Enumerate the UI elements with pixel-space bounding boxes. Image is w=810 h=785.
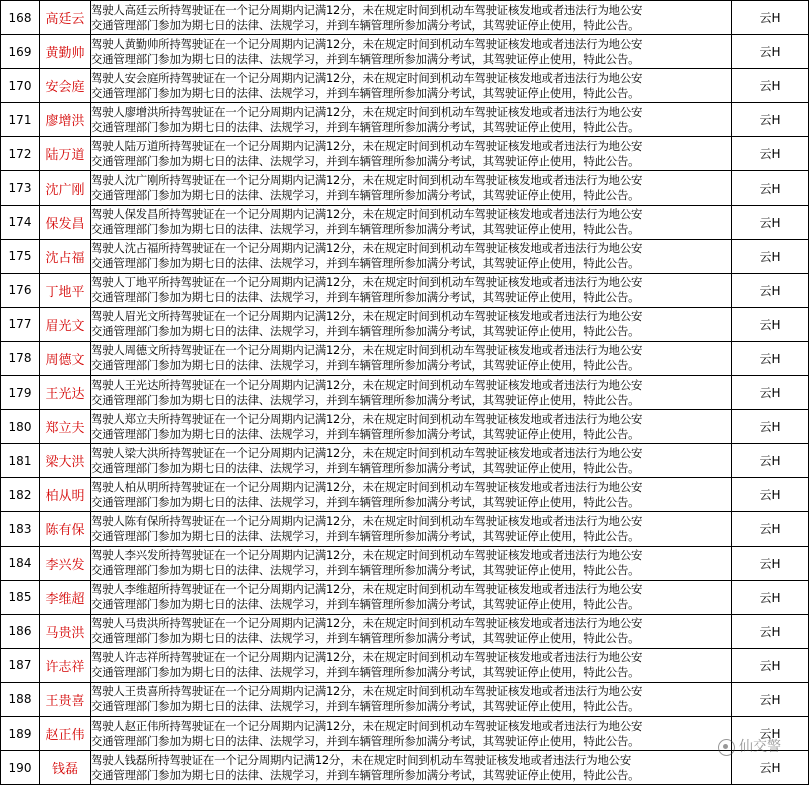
table-row	[1, 580, 809, 614]
licence-area: 云H	[732, 682, 809, 716]
driver-name: 沈占福	[40, 239, 91, 273]
licence-area: 云H	[732, 614, 809, 648]
row-number: 179	[1, 376, 40, 410]
notice-text-line1: 驾驶人柏从明所持驾驶证在一个记分周期内记满12分，未在规定时间到机动车驾驶证核发地或者违法行为地公安	[91, 479, 643, 494]
driver-name: 李兴发	[40, 546, 91, 580]
driver-name: 王光达	[40, 376, 91, 410]
notice-text-line2: 交通管理部门参加为期七日的法律、法规学习，并到车辆管理所参加满分考试，其驾驶证停止使用，特此公告。	[91, 256, 640, 271]
licence-area: 云H	[732, 580, 809, 614]
driver-name: 黄勤帅	[40, 35, 91, 69]
row-number: 168	[1, 1, 40, 35]
driver-name: 王贵喜	[40, 682, 91, 716]
notice-text-line1: 驾驶人沈占福所持驾驶证在一个记分周期内记满12分，未在规定时间到机动车驾驶证核发地或者违法行为地公安	[91, 241, 643, 256]
driver-name: 沈广刚	[40, 171, 91, 205]
table-row	[1, 614, 809, 648]
row-number: 172	[1, 137, 40, 171]
notice-text-line2: 交通管理部门参加为期七日的法律、法规学习，并到车辆管理所参加满分考试，其驾驶证停止使用，特此公告。	[91, 767, 640, 782]
driver-name: 周德文	[40, 341, 91, 375]
row-number: 176	[1, 273, 40, 307]
notice-text-line2: 交通管理部门参加为期七日的法律、法规学习，并到车辆管理所参加满分考试，其驾驶证停止使用，特此公告。	[91, 222, 640, 237]
driver-name: 廖增洪	[40, 103, 91, 137]
notice-text	[91, 376, 732, 410]
driver-name: 郑立夫	[40, 410, 91, 444]
licence-area: 云H	[732, 69, 809, 103]
notice-text	[91, 171, 732, 205]
notice-text-line2: 交通管理部门参加为期七日的法律、法规学习，并到车辆管理所参加满分考试，其驾驶证停止使用，特此公告。	[91, 153, 640, 168]
table-row	[1, 103, 809, 137]
driver-name: 李维超	[40, 580, 91, 614]
row-number: 171	[1, 103, 40, 137]
licence-area: 云H	[732, 444, 809, 478]
row-number: 173	[1, 171, 40, 205]
driver-name: 陈有保	[40, 512, 91, 546]
table-row	[1, 512, 809, 546]
driver-name: 钱磊	[40, 751, 91, 785]
table-row	[1, 137, 809, 171]
notice-text	[91, 410, 732, 444]
notice-text-line2: 交通管理部门参加为期七日的法律、法规学习，并到车辆管理所参加满分考试，其驾驶证停止使用，特此公告。	[91, 119, 640, 134]
notice-text	[91, 751, 732, 785]
notice-text-line1: 驾驶人周德文所持驾驶证在一个记分周期内记满12分，未在规定时间到机动车驾驶证核发地或者违法行为地公安	[91, 343, 643, 358]
licence-area: 云H	[732, 171, 809, 205]
driver-name: 保发昌	[40, 205, 91, 239]
notice-text	[91, 103, 732, 137]
notice-text	[91, 716, 732, 750]
notice-text-line1: 驾驶人许志祥所持驾驶证在一个记分周期内记满12分，未在规定时间到机动车驾驶证核发地或者违法行为地公安	[91, 650, 643, 665]
driver-name: 柏从明	[40, 478, 91, 512]
licence-area: 云H	[732, 512, 809, 546]
driver-name: 高廷云	[40, 1, 91, 35]
licence-area: 云H	[732, 273, 809, 307]
notice-text	[91, 614, 732, 648]
table-row	[1, 239, 809, 273]
notice-text	[91, 205, 732, 239]
notice-text	[91, 648, 732, 682]
row-number: 190	[1, 751, 40, 785]
notice-text-line2: 交通管理部门参加为期七日的法律、法规学习，并到车辆管理所参加满分考试，其驾驶证停止使用，特此公告。	[91, 426, 640, 441]
notice-text-line1: 驾驶人王贵喜所持驾驶证在一个记分周期内记满12分，未在规定时间到机动车驾驶证核发地或者违法行为地公安	[91, 684, 643, 699]
notice-text-line2: 交通管理部门参加为期七日的法律、法规学习，并到车辆管理所参加满分考试，其驾驶证停止使用，特此公告。	[91, 392, 640, 407]
row-number: 169	[1, 35, 40, 69]
row-number: 178	[1, 341, 40, 375]
row-number: 188	[1, 682, 40, 716]
table-row	[1, 410, 809, 444]
driver-name: 马贵洪	[40, 614, 91, 648]
row-number: 186	[1, 614, 40, 648]
row-number: 174	[1, 205, 40, 239]
notice-text-line1: 驾驶人保发昌所持驾驶证在一个记分周期内记满12分，未在规定时间到机动车驾驶证核发地或者违法行为地公安	[91, 207, 643, 222]
notice-text-line1: 驾驶人郑立夫所持驾驶证在一个记分周期内记满12分，未在规定时间到机动车驾驶证核发地或者违法行为地公安	[91, 411, 643, 426]
table-row	[1, 69, 809, 103]
licence-area: 云H	[732, 716, 809, 750]
table-row	[1, 682, 809, 716]
licence-area: 云H	[732, 648, 809, 682]
table-row	[1, 546, 809, 580]
notice-text-line1: 驾驶人黄勤帅所持驾驶证在一个记分周期内记满12分，未在规定时间到机动车驾驶证核发地或者违法行为地公安	[91, 36, 643, 51]
notice-text	[91, 580, 732, 614]
licence-area: 云H	[732, 410, 809, 444]
table-row	[1, 307, 809, 341]
notice-text-line2: 交通管理部门参加为期七日的法律、法规学习，并到车辆管理所参加满分考试，其驾驶证停止使用，特此公告。	[91, 733, 640, 748]
notice-text	[91, 307, 732, 341]
licence-area: 云H	[732, 35, 809, 69]
notice-text-line1: 驾驶人安会庭所持驾驶证在一个记分周期内记满12分，未在规定时间到机动车驾驶证核发地或者违法行为地公安	[91, 70, 643, 85]
row-number: 175	[1, 239, 40, 273]
notice-text	[91, 1, 732, 35]
notice-text-line1: 驾驶人廖增洪所持驾驶证在一个记分周期内记满12分，未在规定时间到机动车驾驶证核发地或者违法行为地公安	[91, 104, 643, 119]
table-row	[1, 444, 809, 478]
notice-text-line1: 驾驶人赵正伟所持驾驶证在一个记分周期内记满12分，未在规定时间到机动车驾驶证核发地或者违法行为地公安	[91, 718, 643, 733]
licence-area: 云H	[732, 376, 809, 410]
licence-area: 云H	[732, 103, 809, 137]
row-number: 177	[1, 307, 40, 341]
notice-text-line1: 驾驶人钱磊所持驾驶证在一个记分周期内记满12分，未在规定时间到机动车驾驶证核发地或者违法行为地公安	[91, 752, 632, 767]
wechat-logo-icon	[718, 739, 735, 756]
row-number: 170	[1, 69, 40, 103]
notice-text-line2: 交通管理部门参加为期七日的法律、法规学习，并到车辆管理所参加满分考试，其驾驶证停止使用，特此公告。	[91, 631, 640, 646]
notice-text-line2: 交通管理部门参加为期七日的法律、法规学习，并到车辆管理所参加满分考试，其驾驶证停止使用，特此公告。	[91, 51, 640, 66]
notice-text-line2: 交通管理部门参加为期七日的法律、法规学习，并到车辆管理所参加满分考试，其驾驶证停止使用，特此公告。	[91, 290, 640, 305]
row-number: 189	[1, 716, 40, 750]
notice-text-line2: 交通管理部门参加为期七日的法律、法规学习，并到车辆管理所参加满分考试，其驾驶证停止使用，特此公告。	[91, 85, 640, 100]
notice-text-line1: 驾驶人丁地平所持驾驶证在一个记分周期内记满12分，未在规定时间到机动车驾驶证核发地或者违法行为地公安	[91, 275, 643, 290]
licence-area: 云H	[732, 137, 809, 171]
licence-area: 云H	[732, 751, 809, 785]
licence-area: 云H	[732, 546, 809, 580]
notice-text-line2: 交通管理部门参加为期七日的法律、法规学习，并到车辆管理所参加满分考试，其驾驶证停止使用，特此公告。	[91, 358, 640, 373]
row-number: 183	[1, 512, 40, 546]
driver-name: 梁大洪	[40, 444, 91, 478]
notice-text	[91, 478, 732, 512]
driver-name: 赵正伟	[40, 716, 91, 750]
notice-text-line1: 驾驶人沈广刚所持驾驶证在一个记分周期内记满12分，未在规定时间到机动车驾驶证核发地或者违法行为地公安	[91, 173, 643, 188]
notice-text-line2: 交通管理部门参加为期七日的法律、法规学习，并到车辆管理所参加满分考试，其驾驶证停止使用，特此公告。	[91, 17, 640, 32]
notice-text-line2: 交通管理部门参加为期七日的法律、法规学习，并到车辆管理所参加满分考试，其驾驶证停止使用，特此公告。	[91, 494, 640, 509]
notice-text	[91, 341, 732, 375]
row-number: 187	[1, 648, 40, 682]
notice-text-line2: 交通管理部门参加为期七日的法律、法规学习，并到车辆管理所参加满分考试，其驾驶证停止使用，特此公告。	[91, 699, 640, 714]
notice-text-line1: 驾驶人马贵洪所持驾驶证在一个记分周期内记满12分，未在规定时间到机动车驾驶证核发地或者违法行为地公安	[91, 616, 643, 631]
row-number: 184	[1, 546, 40, 580]
notice-text-line1: 驾驶人李兴发所持驾驶证在一个记分周期内记满12分，未在规定时间到机动车驾驶证核发地或者违法行为地公安	[91, 548, 643, 563]
licence-area: 云H	[732, 307, 809, 341]
table-row	[1, 341, 809, 375]
notice-text-line1: 驾驶人高廷云所持驾驶证在一个记分周期内记满12分，未在规定时间到机动车驾驶证核发地或者违法行为地公安	[91, 2, 643, 17]
notice-text-line1: 驾驶人陈有保所持驾驶证在一个记分周期内记满12分，未在规定时间到机动车驾驶证核发地或者违法行为地公安	[91, 513, 643, 528]
row-number: 182	[1, 478, 40, 512]
row-number: 181	[1, 444, 40, 478]
table-row	[1, 205, 809, 239]
licence-area: 云H	[732, 239, 809, 273]
notice-text-line2: 交通管理部门参加为期七日的法律、法规学习，并到车辆管理所参加满分考试，其驾驶证停止使用，特此公告。	[91, 665, 640, 680]
licence-area: 云H	[732, 205, 809, 239]
notice-text-line1: 驾驶人梁大洪所持驾驶证在一个记分周期内记满12分，未在规定时间到机动车驾驶证核发地或者违法行为地公安	[91, 445, 643, 460]
table-body	[1, 1, 809, 785]
driver-name: 眉光文	[40, 307, 91, 341]
row-number: 185	[1, 580, 40, 614]
table-row	[1, 376, 809, 410]
notice-text-line2: 交通管理部门参加为期七日的法律、法规学习，并到车辆管理所参加满分考试，其驾驶证停止使用，特此公告。	[91, 528, 640, 543]
notice-text-line1: 驾驶人王光达所持驾驶证在一个记分周期内记满12分，未在规定时间到机动车驾驶证核发地或者违法行为地公安	[91, 377, 643, 392]
notice-text-line2: 交通管理部门参加为期七日的法律、法规学习，并到车辆管理所参加满分考试，其驾驶证停止使用，特此公告。	[91, 324, 640, 339]
table-row	[1, 35, 809, 69]
notice-text-line2: 交通管理部门参加为期七日的法律、法规学习，并到车辆管理所参加满分考试，其驾驶证停止使用，特此公告。	[91, 563, 640, 578]
driver-name: 陆万道	[40, 137, 91, 171]
notice-text	[91, 35, 732, 69]
table-row	[1, 478, 809, 512]
licence-area: 云H	[732, 1, 809, 35]
notice-text-line1: 驾驶人李维超所持驾驶证在一个记分周期内记满12分，未在规定时间到机动车驾驶证核发地或者违法行为地公安	[91, 582, 643, 597]
row-number: 180	[1, 410, 40, 444]
watermark	[718, 736, 781, 756]
table-row	[1, 751, 809, 785]
driver-name: 许志祥	[40, 648, 91, 682]
notice-text-line1: 驾驶人陆万道所持驾驶证在一个记分周期内记满12分，未在规定时间到机动车驾驶证核发地或者违法行为地公安	[91, 138, 643, 153]
notice-text	[91, 546, 732, 580]
notice-text	[91, 512, 732, 546]
driver-name: 安会庭	[40, 69, 91, 103]
notice-text-line2: 交通管理部门参加为期七日的法律、法规学习，并到车辆管理所参加满分考试，其驾驶证停止使用，特此公告。	[91, 188, 640, 203]
notice-text	[91, 682, 732, 716]
table-row	[1, 648, 809, 682]
notice-text	[91, 444, 732, 478]
licence-area: 云H	[732, 341, 809, 375]
notice-text	[91, 239, 732, 273]
notice-text-line1: 驾驶人眉光文所持驾驶证在一个记分周期内记满12分，未在规定时间到机动车驾驶证核发地或者违法行为地公安	[91, 309, 643, 324]
table-row	[1, 1, 809, 35]
table-row	[1, 171, 809, 205]
notice-text	[91, 273, 732, 307]
watermark-text: 仙交警	[739, 739, 781, 755]
notice-text	[91, 137, 732, 171]
notice-text	[91, 69, 732, 103]
notice-text-line2: 交通管理部门参加为期七日的法律、法规学习，并到车辆管理所参加满分考试，其驾驶证停止使用，特此公告。	[91, 597, 640, 612]
table-row	[1, 716, 809, 750]
driver-name: 丁地平	[40, 273, 91, 307]
notice-text-line2: 交通管理部门参加为期七日的法律、法规学习，并到车辆管理所参加满分考试，其驾驶证停止使用，特此公告。	[91, 460, 640, 475]
licence-area: 云H	[732, 478, 809, 512]
table-row	[1, 273, 809, 307]
